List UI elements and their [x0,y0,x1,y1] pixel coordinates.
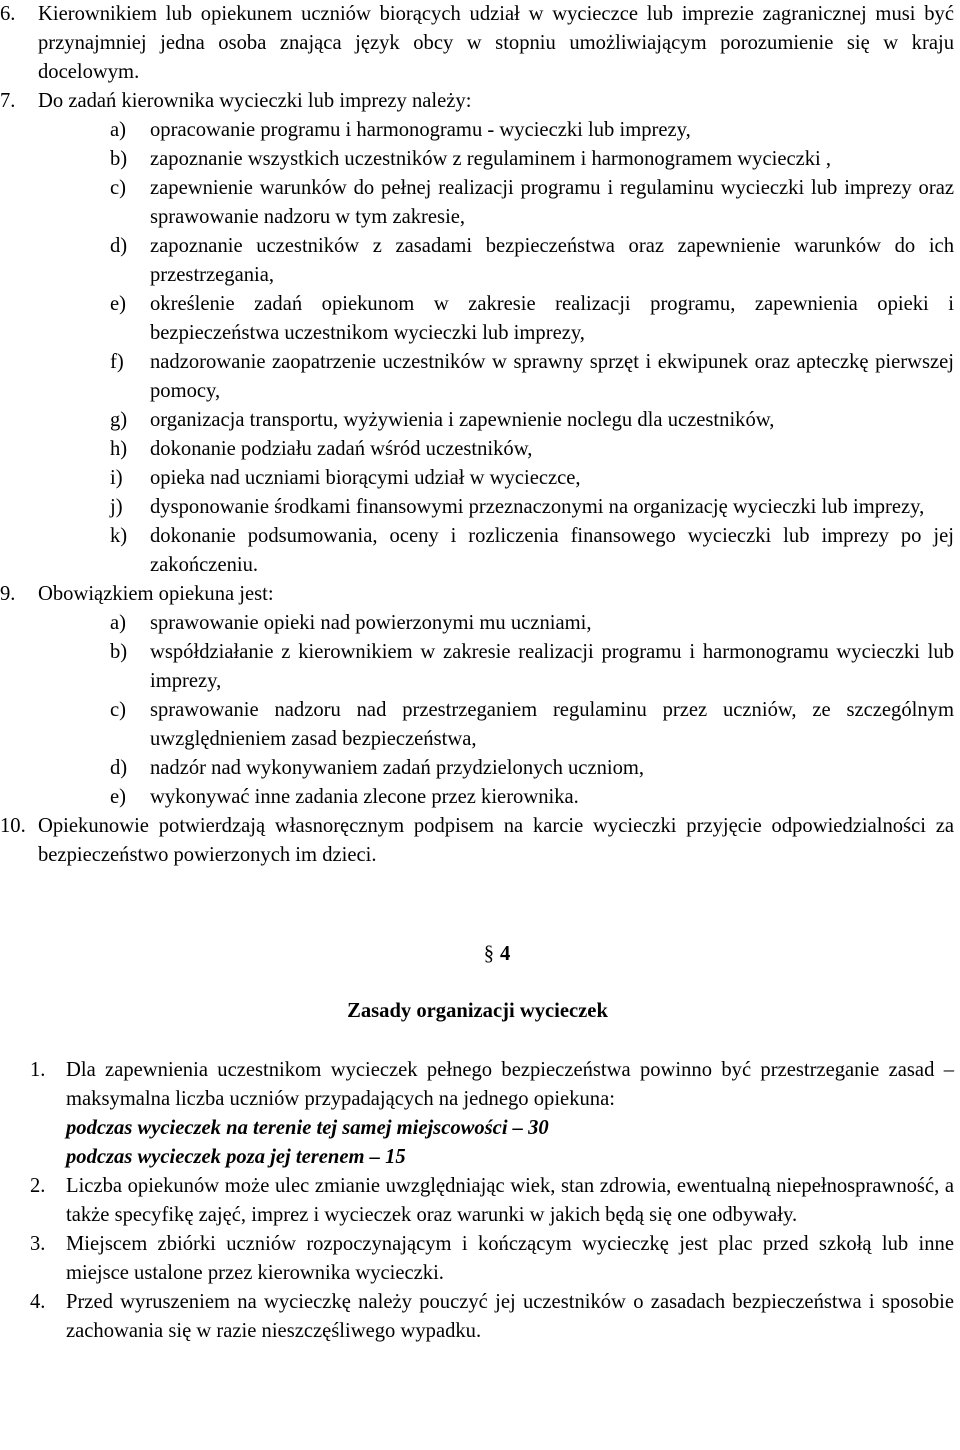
item-number: 2. [30,1175,46,1197]
item-number: 7. [0,90,16,112]
sublist-item [0,406,954,435]
sublist-item [0,145,954,174]
list-item-4 [0,1288,954,1346]
sublist-letter: b) [110,641,128,663]
sublist-text: zapewnienie warunków do pełnej realizacji programu i regulaminu wycieczki lub imprezy oraz sprawowanie nadzoru w tym zakresie, [150,177,954,228]
sublist-text: nadzorowanie zaopatrzenie uczestników w sprawny sprzęt i ekwipunek oraz apteczkę pierwszej pomocy, [150,351,954,402]
sublist-text: zapoznanie uczestników z zasadami bezpieczeństwa oraz zapewnienie warunków do ich przestrzegania, [150,235,954,286]
sublist-text: organizacja transportu, wyżywienia i zapewnienie noclegu dla uczestników, [150,409,775,431]
section-4-list [0,1056,954,1346]
sublist-text: zapoznanie wszystkich uczestników z regulaminem i harmonogramem wycieczki , [150,148,832,170]
sublist-item [0,754,954,783]
sublist-letter: d) [110,757,128,779]
sublist-item [0,609,954,638]
sublist-text: określenie zadań opiekunom w zakresie realizacji programu, zapewnienia opieki i bezpieczeństwa uczestnikom wycieczki lub imprezy, [150,293,954,344]
sublist-item [0,493,954,522]
sublist-letter: k) [110,525,128,547]
sublist-text: współdziałanie z kierownikiem w zakresie realizacji programu i harmonogramu wycieczki lub imprezy, [150,641,954,692]
sublist-9 [0,609,954,812]
sublist-text: dokonanie podsumowania, oceny i rozliczenia finansowego wycieczki lub imprezy po jej zakończeniu. [150,525,954,576]
item-text: Obowiązkiem opiekuna jest: [38,583,274,605]
sublist-letter: j) [110,496,123,518]
sublist-item [0,290,954,348]
item-text: Do zadań kierownika wycieczki lub imprezy należy: [38,90,472,112]
sublist-item [0,435,954,464]
section-marker [0,940,954,969]
section-number: 4 [500,943,511,965]
sublist-text: opracowanie programu i harmonogramu - wycieczki lub imprezy, [150,119,691,141]
list-item-10 [0,812,954,870]
sublist-letter: c) [110,699,126,721]
item-text: Dla zapewnienia uczestnikom wycieczek pełnego bezpieczeństwa powinno być przestrzeganie zasad – maksymalna liczba uczniów przypadających na jednego opiekuna: [66,1059,954,1110]
sublist-7 [0,116,954,580]
item-number: 1. [30,1059,46,1081]
sublist-letter: g) [110,409,128,431]
sublist-item [0,464,954,493]
item-text: Opiekunowie potwierdzają własnoręcznym podpisem na karcie wycieczki przyjęcie odpowiedzialności za bezpieczeństwo powierzonych im dzieci. [38,815,954,866]
sublist-letter: d) [110,235,128,257]
list-item-7 [0,87,954,116]
list-item-1 [0,1056,954,1172]
sublist-letter: e) [110,786,126,808]
item-number: 4. [30,1291,46,1313]
sublist-text: nadzór nad wykonywaniem zadań przydzielonych uczniom, [150,757,645,779]
sublist-letter: a) [110,119,126,141]
emphasis-line-outside: podczas wycieczek poza jej terenem – 15 [66,1146,406,1168]
sublist-item [0,638,954,696]
sublist-text: sprawowanie opieki nad powierzonymi mu uczniami, [150,612,592,634]
item-text: Kierownikiem lub opiekunem uczniów biorących udział w wycieczce lub imprezie zagranicznej musi być przynajmniej jedna osoba znająca język obcy w stopniu umożliwiającym porozumienie się w kraju docelowym. [38,3,954,83]
sublist-letter: i) [110,467,123,489]
sublist-item [0,522,954,580]
sublist-item [0,348,954,406]
list-item-2 [0,1172,954,1230]
item-number: 6. [0,3,16,25]
item-text: Liczba opiekunów może ulec zmianie uwzględniając wiek, stan zdrowia, ewentualną niepełnosprawność, a także specyfikę zajęć, imprez i wycieczek oraz warunki w jakich będą się one odbywały. [66,1175,954,1226]
sublist-item [0,232,954,290]
sublist-text: sprawowanie nadzoru nad przestrzeganiem regulaminu przez uczniów, ze szczególnym uwzględnieniem zasad bezpieczeństwa, [150,699,954,750]
item-text: Przed wyruszeniem na wycieczkę należy pouczyć jej uczestników o zasadach bezpieczeństwa i sposobie zachowania się w razie nieszczęśliwego wypadku. [66,1291,954,1342]
item-number: 9. [0,583,16,605]
emphasis-block [66,1114,954,1172]
section-sign: § [483,943,494,965]
sublist-letter: b) [110,148,128,170]
emphasis-line-local: podczas wycieczek na terenie tej samej miejscowości – 30 [66,1117,549,1139]
list-item-9 [0,580,954,609]
sublist-letter: f) [110,351,124,373]
sublist-item [0,696,954,754]
sublist-text: opieka nad uczniami biorącymi udział w wycieczce, [150,467,581,489]
sublist-item [0,174,954,232]
item-number: 3. [30,1233,46,1255]
list-item-6 [0,0,954,87]
section-title: Zasady organizacji wycieczek [347,1000,608,1022]
sublist-text: dokonanie podziału zadań wśród uczestników, [150,438,533,460]
sublist-item [0,116,954,145]
sublist-letter: c) [110,177,126,199]
sublist-letter: a) [110,612,126,634]
sublist-text: dysponowanie środkami finansowymi przeznaczonymi na organizację wycieczki lub imprezy, [150,496,925,518]
list-item-3 [0,1230,954,1288]
sublist-text: wykonywać inne zadania zlecone przez kierownika. [150,786,579,808]
sublist-item [0,783,954,812]
sublist-letter: h) [110,438,128,460]
sublist-letter: e) [110,293,126,315]
item-text: Miejscem zbiórki uczniów rozpoczynającym i kończącym wycieczkę jest plac przed szkołą lub inne miejsce ustalone przez kierownika wycieczki. [66,1233,954,1284]
item-number: 10. [0,815,26,837]
